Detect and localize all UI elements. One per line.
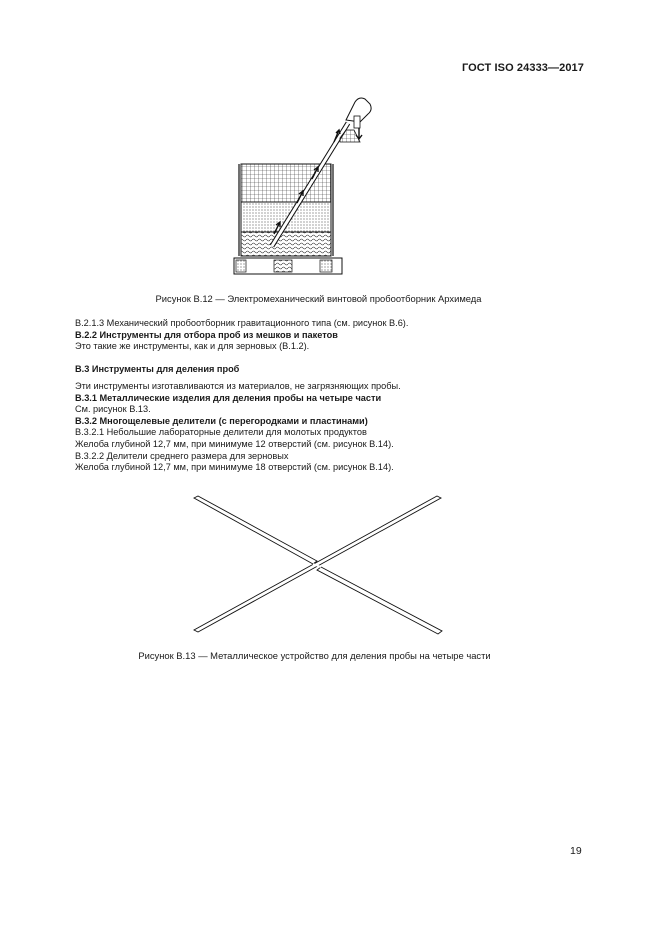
paragraph-b213: В.2.1.3 Механический пробоотборник гравитационного типа (см. рисунок В.6).: [75, 318, 409, 328]
paragraph-b321: В.3.2.1 Небольшие лабораторные делители для молотых продуктов: [75, 427, 367, 438]
subheading-b32: В.3.2 Многощелевые делители (с перегородками и пластинами): [75, 415, 368, 426]
section-b3-block: [75, 381, 595, 474]
figure-b12-caption: Рисунок В.12 — Электромеханический винтовой пробоотборник Архимеда: [155, 293, 482, 304]
paragraph-b322: В.3.2.2 Делители среднего размера для зерновых: [75, 450, 289, 461]
subheading-b31: В.3.1 Металлические изделия для деления пробы на четыре части: [75, 392, 382, 403]
figure-b12-sampler-illustration: [222, 86, 372, 281]
section-b2-block: [75, 318, 595, 353]
figure-b13-divider-illustration: [190, 495, 445, 635]
paragraph-b31: См. рисунок В.13.: [75, 404, 151, 415]
paragraph-b22: Это такие же инструменты, как и для зерновых (В.1.2).: [75, 341, 310, 352]
section-b3-heading: В.3 Инструменты для деления проб: [75, 364, 240, 374]
figure-b13-caption: Рисунок В.13 — Металлическое устройство для деления пробы на четыре части: [138, 650, 491, 661]
subheading-b22: В.2.2 Инструменты для отбора проб из мешков и пакетов: [75, 329, 338, 340]
page-number: 19: [570, 845, 582, 857]
document-header-id: ГОСТ ISO 24333—2017: [461, 62, 584, 74]
paragraph-b322-text: Желоба глубиной 12,7 мм, при минимуме 18 отверстий (см. рисунок В.14).: [75, 462, 394, 473]
paragraph-b321-text: Желоба глубиной 12,7 мм, при минимуме 12 отверстий (см. рисунок В.14).: [75, 438, 394, 449]
paragraph-b3-intro: Эти инструменты изготавливаются из материалов, не загрязняющих пробы.: [75, 381, 401, 391]
